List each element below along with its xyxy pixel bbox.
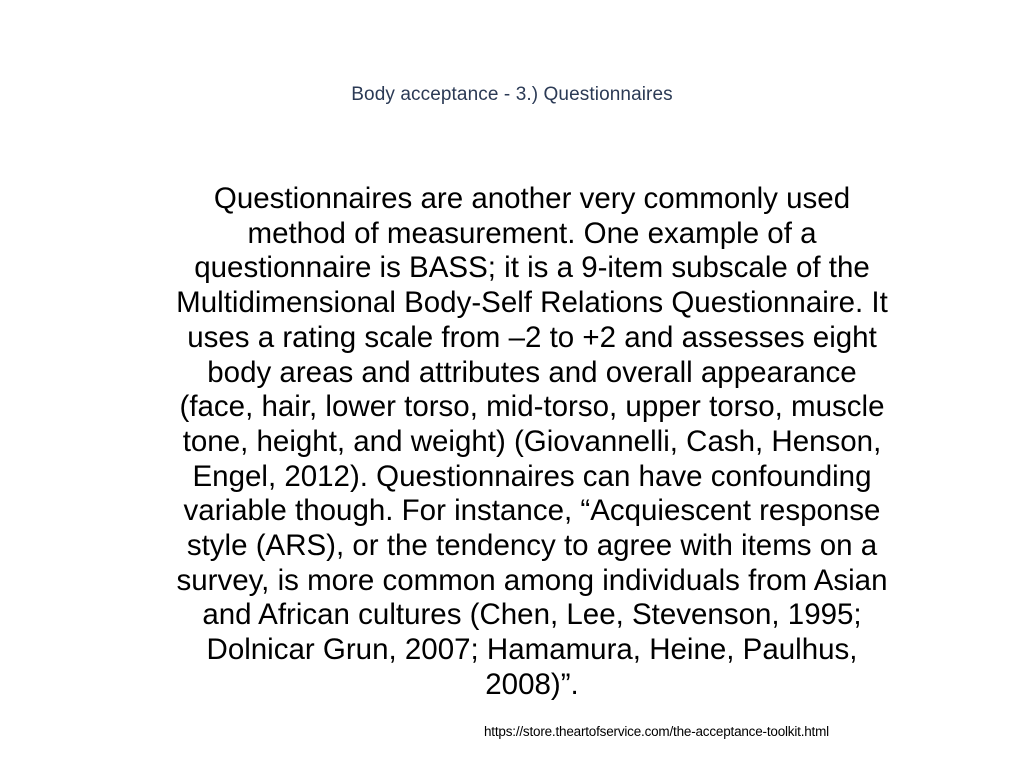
- slide-body: [92, 182, 972, 703]
- slide-title: Body acceptance - 3.) Questionnaires: [351, 84, 673, 105]
- body-paragraph: Questionnaires are another very commonly used method of measurement. One example of a questionnaire is BASS; it is a 9-item subscale of the Multidimensional Body-Self Relations Questionnaire. It uses a rating scale from –2 to +2 and assesses eight body areas and attributes and overall appearance (face, hair, lower torso, mid-torso, upper torso, muscle tone, height, and weight) (Giovannelli, Cash, Henson, Engel, 2012). Questionnaires can have confounding variable though. For instance, “Acquiescent response style (ARS), or the tendency to agree with items on a survey, is more common among individuals from Asian and African cultures (Chen, Lee, Stevenson, 1995; Dolnicar Grun, 2007; Hamamura, Heine, Paulhus, 2008)”.: [176, 182, 888, 701]
- source-link[interactable]: https://store.theartofservice.com/the-acceptance-toolkit.html: [484, 724, 829, 739]
